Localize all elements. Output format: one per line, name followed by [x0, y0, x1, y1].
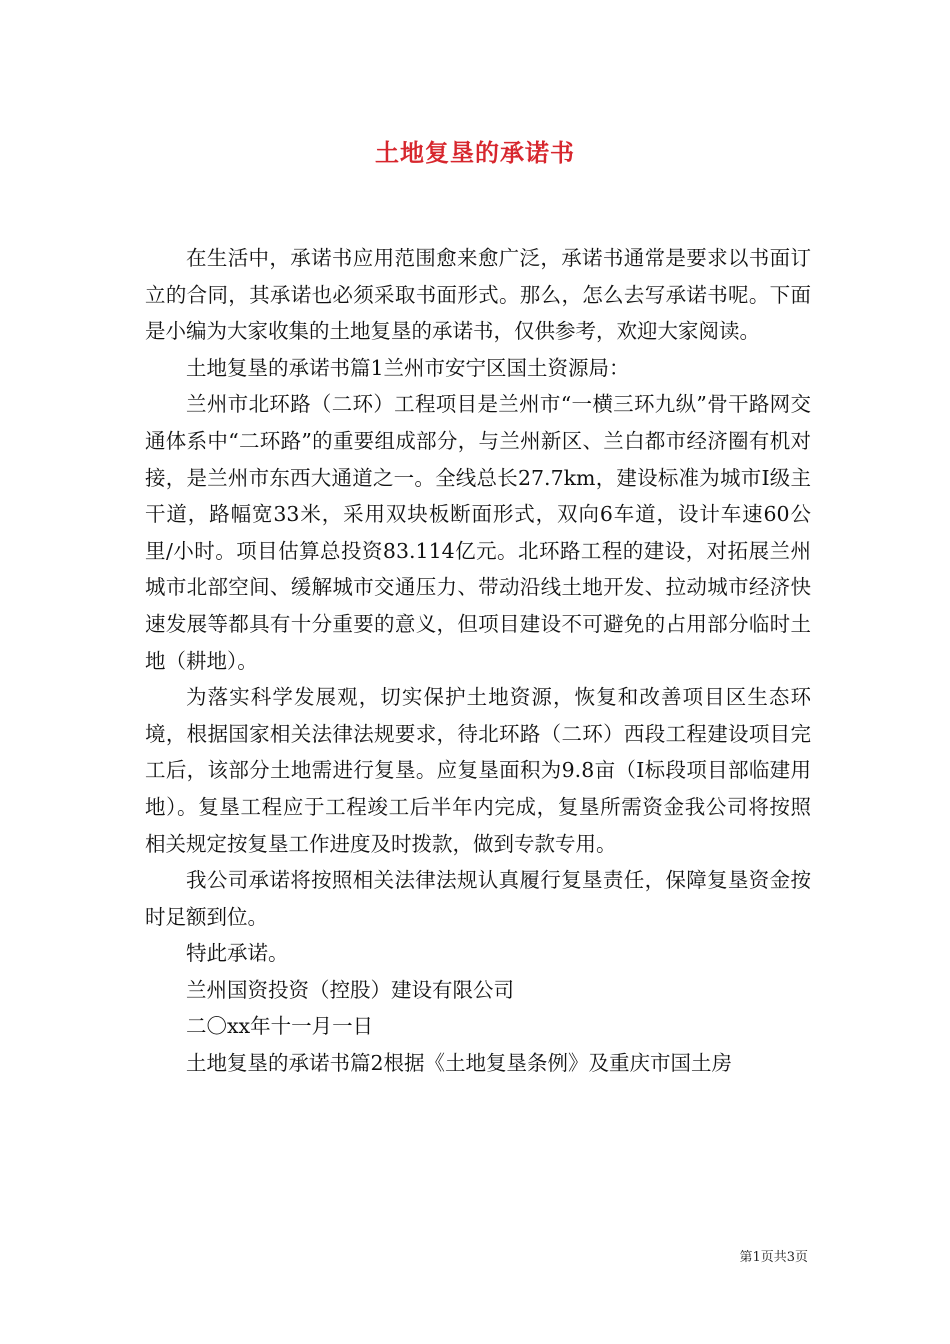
paragraph-date: 二〇xx年十一月一日 — [186, 1014, 374, 1039]
document-body — [145, 240, 811, 1082]
page-number: 第1页共3页 — [739, 1250, 808, 1265]
document-title: 土地复垦的承诺书 — [375, 138, 575, 167]
paragraph-reclamation-plan: 为落实科学发展观，切实保护土地资源，恢复和改善项目区生态环境，根据国家相关法律法规要求，待北环路（二环）西段工程建设项目完工后，该部分土地需进行复垦。应复垦面积为9.8亩（Ⅰ标段项目部临建用地）。复垦工程应于工程竣工后半年内完成，复垦所需资金我公司将按照相关规定按复垦工作进度及时拨款，做到专款专用。 — [145, 685, 811, 856]
paragraph-commitment: 我公司承诺将按照相关法律法规认真履行复垦责任，保障复垦资金按时足额到位。 — [145, 868, 811, 929]
paragraph-section2-start: 土地复垦的承诺书篇2根据《土地复垦条例》及重庆市国土房 — [186, 1051, 733, 1076]
paragraph-closing: 特此承诺。 — [186, 941, 289, 966]
paragraph-project-description: 兰州市北环路（二环）工程项目是兰州市“一横三环九纵”骨干路网交通体系中“二环路”的重要组成部分，与兰州新区、兰白都市经济圈有机对接，是兰州市东西大通道之一。全线总长27.7km，建设标准为城市Ⅰ级主干道，路幅宽33米，采用双块板断面形式，双向6车道，设计车速60公里/小时。项目估算总投资83.114亿元。北环路工程的建设，对拓展兰州城市北部空间、缓解城市交通压力、带动沿线土地开发、拉动城市经济快速发展等都具有十分重要的意义，但项目建设不可避免的占用部分临时土地（耕地）。 — [145, 392, 811, 673]
paragraph-intro: 在生活中，承诺书应用范围愈来愈广泛，承诺书通常是要求以书面订立的合同，其承诺也必须采取书面形式。那么，怎么去写承诺书呢。下面是小编为大家收集的土地复垦的承诺书，仅供参考，欢迎大家阅读。 — [145, 246, 811, 344]
paragraph-company-name: 兰州国资投资（控股）建设有限公司 — [186, 977, 514, 1002]
paragraph-section1-heading: 土地复垦的承诺书篇1兰州市安宁区国土资源局： — [186, 355, 630, 380]
